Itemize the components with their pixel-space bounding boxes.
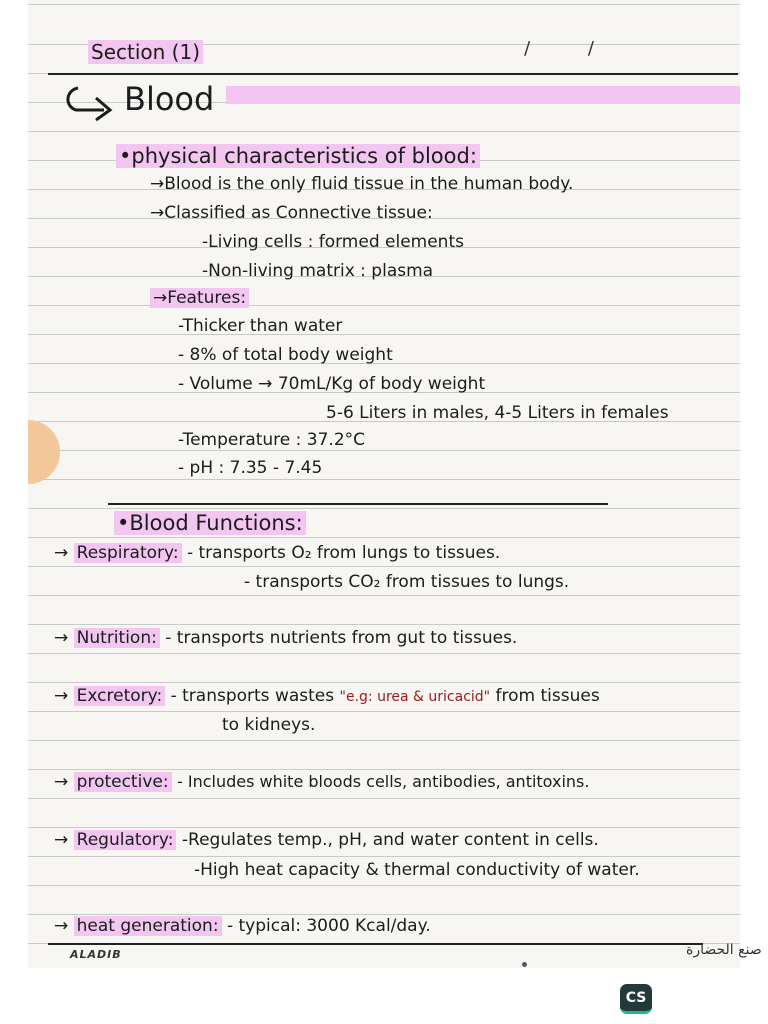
- header-rule: [48, 73, 738, 75]
- brand-logo: ALADIB: [70, 948, 122, 961]
- physical-line: - Volume → 70mL/Kg of body weight: [178, 374, 486, 394]
- respiratory-row: → Respiratory: - transports O₂ from lungs to tissues.: [54, 543, 501, 563]
- signature: صنع الحضارة: [686, 942, 762, 958]
- date-field: / /: [524, 38, 620, 59]
- physical-line: -Temperature : 37.2°C: [178, 430, 366, 450]
- footer-rule: [48, 943, 703, 945]
- title-highlight: [226, 86, 740, 104]
- arrow-icon: →: [54, 543, 69, 563]
- arrow-icon: →: [54, 830, 69, 850]
- physical-line: -Living cells : formed elements: [202, 232, 464, 252]
- arrow-icon: →: [54, 686, 69, 706]
- excretory-row: → Excretory: - transports wastes "e.g: urea & uricacid" from tissues: [54, 686, 600, 706]
- respiratory-line2: - transports CO₂ from tissues to lungs.: [244, 572, 570, 592]
- nutrition-row: → Nutrition: - transports nutrients from gut to tissues.: [54, 628, 518, 648]
- ink-dot: [522, 962, 527, 967]
- physical-line: - 8% of total body weight: [178, 345, 393, 365]
- excretory-line2: to kidneys.: [222, 715, 316, 735]
- physical-line: 5-6 Liters in males, 4-5 Liters in females: [326, 403, 669, 423]
- physical-line: →Classified as Connective tissue:: [150, 203, 433, 223]
- margin-tab: [28, 420, 60, 484]
- arrow-icon: →: [54, 628, 69, 648]
- regulatory-line2: -High heat capacity & thermal conductivity of water.: [194, 860, 640, 880]
- features-heading: →Features:: [150, 288, 249, 308]
- scanner-badge: CS: [620, 984, 652, 1014]
- regulatory-row: → Regulatory: -Regulates temp., pH, and water content in cells.: [54, 830, 599, 850]
- physical-line: - pH : 7.35 - 7.45: [178, 458, 323, 478]
- physical-line: -Thicker than water: [178, 316, 343, 336]
- notebook-page: [28, 0, 762, 968]
- arrow-icon: →: [54, 772, 69, 792]
- physical-heading: •physical characteristics of blood:: [116, 144, 480, 168]
- physical-line: -Non-living matrix : plasma: [202, 261, 434, 281]
- section-label: Section (1): [88, 40, 203, 64]
- functions-heading: •Blood Functions:: [114, 511, 306, 535]
- page-title: Blood: [124, 80, 215, 118]
- arrow-icon: →: [54, 916, 69, 936]
- protective-row: → protective: - Includes white bloods cells, antibodies, antitoxins.: [54, 772, 590, 792]
- physical-line: →Blood is the only fluid tissue in the human body.: [150, 174, 574, 194]
- curved-arrow-icon: [60, 80, 120, 124]
- section-divider: [108, 503, 608, 505]
- heat-row: → heat generation: - typical: 3000 Kcal/day.: [54, 916, 431, 936]
